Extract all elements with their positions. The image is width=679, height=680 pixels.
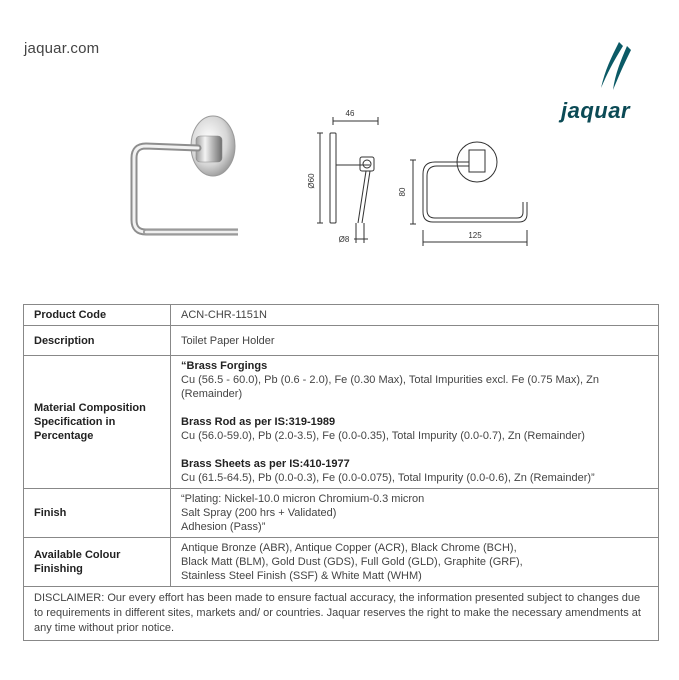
logo-text: jaquar bbox=[561, 98, 631, 123]
material-value bbox=[171, 356, 659, 489]
description-value: Toilet Paper Holder bbox=[171, 326, 659, 356]
row-finish bbox=[24, 489, 659, 538]
product-photo bbox=[118, 108, 238, 248]
rod-title: Brass Rod as per IS:319-1989 bbox=[181, 416, 336, 428]
finish-label: Finish bbox=[24, 489, 171, 538]
forgings-title: “Brass Forgings bbox=[181, 360, 268, 372]
colour-label: Available Colour Finishing bbox=[24, 538, 171, 587]
material-label: Material Composition Specification in Percentage bbox=[24, 356, 171, 489]
description-label: Description bbox=[24, 326, 171, 356]
colour-line: Black Matt (BLM), Gold Dust (GDS), Full Gold (GLD), Graphite (GRF), bbox=[181, 556, 523, 568]
row-description bbox=[24, 326, 659, 356]
jaquar-logo bbox=[561, 40, 661, 130]
finish-line: Adhesion (Pass)” bbox=[181, 521, 266, 533]
finish-line: Salt Spray (200 hrs + Validated) bbox=[181, 507, 337, 519]
forgings-text: Cu (56.5 - 60.0), Pb (0.6 - 2.0), Fe (0.30 Max), Total Impurities excl. Fe (0.75 Max), Zn (Remainder) bbox=[181, 374, 599, 400]
logo-mark-icon bbox=[561, 40, 661, 100]
dim-dia8: Ø8 bbox=[338, 235, 350, 244]
dim-height: 80 bbox=[398, 187, 407, 197]
rod-text: Cu (56.0-59.0), Pb (2.0-3.5), Fe (0.0-0.35), Total Impurity (0.0-0.7), Zn (Remainder) bbox=[181, 430, 585, 442]
colour-value bbox=[171, 538, 659, 587]
spec-table bbox=[23, 304, 659, 641]
row-product-code bbox=[24, 305, 659, 326]
disclaimer: DISCLAIMER: Our every effort has been made to ensure factual accuracy, the information presented subject to changes due to requirements in different sites, markets and/ or countries. Jaquar reserves the right to make the necessary amendments at any time without prior notice. bbox=[24, 587, 659, 641]
side-view-drawing bbox=[300, 105, 400, 255]
front-view-drawing bbox=[395, 120, 555, 250]
product-code-label: Product Code bbox=[24, 305, 171, 326]
sheets-title: Brass Sheets as per IS:410-1977 bbox=[181, 458, 350, 470]
row-material bbox=[24, 356, 659, 489]
row-disclaimer bbox=[24, 587, 659, 641]
dim-width: 125 bbox=[468, 231, 482, 240]
colour-line: Antique Bronze (ABR), Antique Copper (ACR), Black Chrome (BCH), bbox=[181, 542, 517, 554]
colour-line: Stainless Steel Finish (SSF) & White Matt (WHM) bbox=[181, 570, 422, 582]
sheets-text: Cu (61.5-64.5), Pb (0.0-0.3), Fe (0.0-0.075), Total Impurity (0.0-0.6), Zn (Remainder)” bbox=[181, 472, 595, 484]
dim-top: 46 bbox=[345, 109, 355, 118]
finish-line: “Plating: Nickel-10.0 micron Chromium-0.3 micron bbox=[181, 493, 425, 505]
product-code-value: ACN-CHR-1151N bbox=[171, 305, 659, 326]
dim-dia60: Ø60 bbox=[307, 173, 316, 189]
finish-value bbox=[171, 489, 659, 538]
site-url: jaquar.com bbox=[24, 40, 100, 57]
row-colour bbox=[24, 538, 659, 587]
